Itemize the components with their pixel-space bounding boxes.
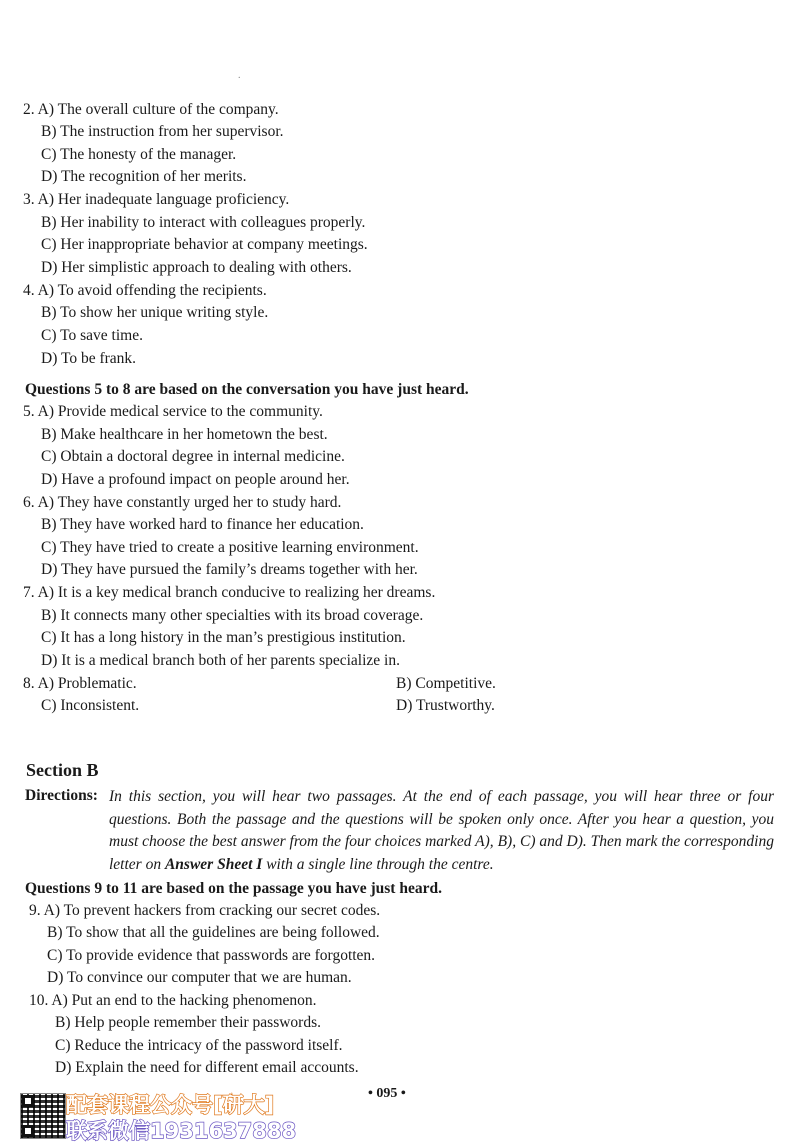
- q3-option-d: D) Her simplistic approach to dealing with others.: [41, 259, 352, 276]
- q6-option-a: 6. A) They have constantly urged her to study hard.: [23, 494, 342, 511]
- q8-option-b: B) Competitive.: [396, 675, 496, 692]
- q7-option-c: C) It has a long history in the man’s prestigious institution.: [41, 629, 406, 646]
- q10-option-b: B) Help people remember their passwords.: [55, 1014, 322, 1031]
- q2-option-a: 2. A) The overall culture of the company.: [23, 101, 279, 118]
- q4-option-c: C) To save time.: [41, 327, 143, 344]
- q7-option-b: B) It connects many other specialties with its broad coverage.: [41, 607, 424, 624]
- q10-option-a: 10. A) Put an end to the hacking phenomenon.: [29, 992, 317, 1009]
- q7-option-d: D) It is a medical branch both of her parents specialize in.: [41, 652, 400, 669]
- q3-option-c: C) Her inappropriate behavior at company meetings.: [41, 236, 368, 253]
- q8-option-a: 8. A) Problematic.: [23, 675, 137, 692]
- answer-sheet-term: Answer Sheet I: [164, 855, 263, 873]
- directions-text-part-1: In this section, you will hear two passages. At the end of each passage, you will hear three or four questions. Both the passage and the questions will be spoken only once. After you hear a question, you must choose the best answer from the four choices marked A), B), C) and D). Then mark the corresponding letter on: [109, 788, 774, 873]
- q6-option-b: B) They have worked hard to finance her education.: [41, 516, 364, 533]
- q4-option-b: B) To show her unique writing style.: [41, 304, 269, 321]
- q9-option-a: 9. A) To prevent hackers from cracking our secret codes.: [29, 902, 381, 919]
- q7-option-a: 7. A) It is a key medical branch conducive to realizing her dreams.: [23, 584, 436, 601]
- q8-option-d: D) Trustworthy.: [396, 697, 495, 714]
- q9-option-d: D) To convince our computer that we are human.: [47, 969, 352, 986]
- q5-option-c: C) Obtain a doctoral degree in internal medicine.: [41, 448, 345, 465]
- q10-option-d: D) Explain the need for different email accounts.: [55, 1059, 359, 1076]
- watermark-stamp-line-2: 联系微信1931637888: [66, 1119, 297, 1143]
- page-number: • 095 •: [368, 1086, 406, 1101]
- q2-option-c: C) The honesty of the manager.: [41, 146, 237, 163]
- q5-option-b: B) Make healthcare in her hometown the best.: [41, 426, 328, 443]
- q10-option-c: C) Reduce the intricacy of the password itself.: [55, 1037, 343, 1054]
- directions-text: [109, 786, 774, 876]
- q9-option-c: C) To provide evidence that passwords are forgotten.: [47, 947, 376, 964]
- watermark-stamp-line-1: 配套课程公众号[研大]: [66, 1093, 275, 1117]
- q4-option-a: 4. A) To avoid offending the recipients.: [23, 282, 267, 299]
- q2-option-b: B) The instruction from her supervisor.: [41, 123, 284, 140]
- q6-option-d: D) They have pursued the family’s dreams together with her.: [41, 561, 418, 578]
- q6-option-c: C) They have tried to create a positive learning environment.: [41, 539, 419, 556]
- questions-9-11-heading: Questions 9 to 11 are based on the passage you have just heard.: [25, 880, 442, 897]
- directions-text-part-2: with a single line through the centre.: [266, 855, 494, 873]
- q5-option-d: D) Have a profound impact on people around her.: [41, 471, 350, 488]
- q3-option-b: B) Her inability to interact with colleagues properly.: [41, 214, 366, 231]
- directions-label: Directions:: [25, 787, 98, 804]
- q4-option-d: D) To be frank.: [41, 350, 137, 367]
- q5-option-a: 5. A) Provide medical service to the community.: [23, 403, 323, 420]
- qr-code-icon: [20, 1093, 66, 1139]
- questions-5-8-heading: Questions 5 to 8 are based on the conversation you have just heard.: [25, 381, 469, 398]
- q9-option-b: B) To show that all the guidelines are being followed.: [47, 924, 380, 941]
- q3-option-a: 3. A) Her inadequate language proficiency.: [23, 191, 290, 208]
- section-b-title: Section B: [26, 760, 99, 780]
- scan-mark: .: [238, 70, 241, 81]
- q2-option-d: D) The recognition of her merits.: [41, 168, 247, 185]
- q8-option-c: C) Inconsistent.: [41, 697, 140, 714]
